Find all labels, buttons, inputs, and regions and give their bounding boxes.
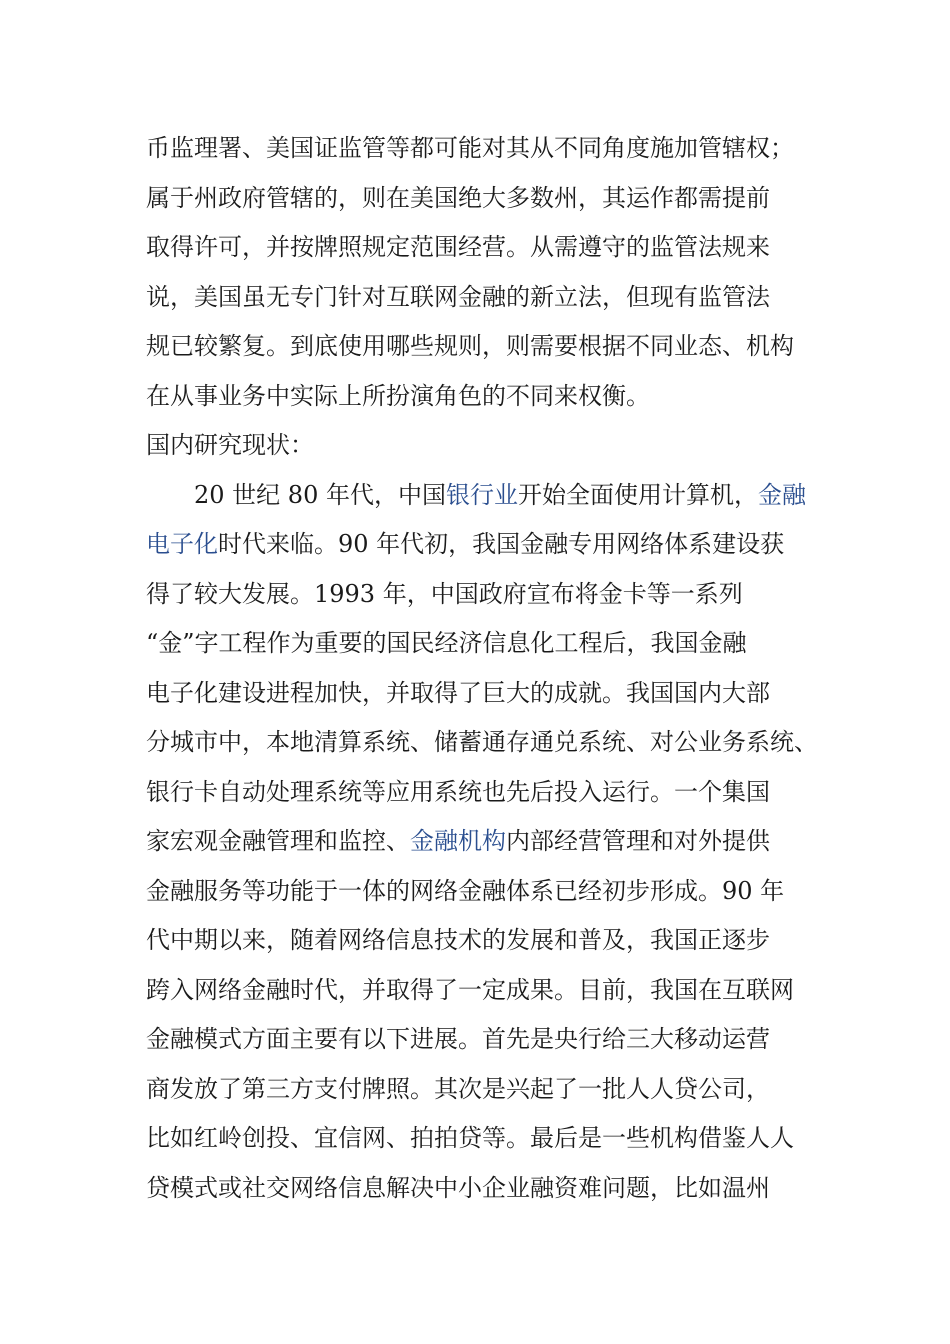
paragraph-line: 贷模式或社交网络信息解决中小企业融资难问题，比如温州 — [146, 1173, 770, 1202]
paragraph-line: 代中期以来，随着网络信息技术的发展和普及，我国正逐步 — [146, 926, 770, 954]
paragraph-line: 金融模式方面主要有以下进展。首先是央行给三大移动运营 — [146, 1025, 770, 1053]
paragraph-line: 规已较繁复。到底使用哪些规则，则需要根据不同业态、机构 — [146, 332, 794, 360]
paragraph-line — [146, 817, 836, 867]
paragraph-line: 分城市中，本地清算系统、储蓄通存通兑系统、对公业务系统、 — [146, 728, 818, 756]
paragraph-line: “金”字工程作为重要的国民经济信息化工程后，我国金融 — [146, 629, 747, 657]
paragraph-line: 跨入网络金融时代，并取得了一定成果。目前，我国在互联网 — [146, 975, 794, 1004]
text-run: 开始全面使用计算机， — [517, 480, 758, 509]
paragraph-line: 币监理署、美国证监管等都可能对其从不同角度施加管辖权； — [146, 134, 794, 162]
paragraph-line: 金融服务等功能于一体的网络金融体系已经初步形成。90 年 — [146, 876, 785, 905]
section-heading: 国内研究现状： — [146, 431, 314, 459]
paragraph-line: 得了较大发展。1993 年，中国政府宣布将金卡等一系列 — [146, 579, 743, 608]
paragraph-line: 取得许可，并按牌照规定范围经营。从需遵守的监管法规来 — [146, 233, 770, 261]
document-body — [146, 124, 836, 1213]
paragraph-line: 比如红岭创投、宜信网、拍拍贷等。最后是一些机构借鉴人人 — [146, 1124, 794, 1152]
text-run: 时代来临。90 年代初，我国金融专用网络体系建设获 — [218, 530, 785, 558]
paragraph-line — [146, 471, 836, 521]
paragraph-line: 属于州政府管辖的，则在美国绝大多数州，其运作都需提前 — [146, 183, 770, 212]
text-run: 20 世纪 80 年代，中国 — [194, 480, 446, 509]
link-financial-electronization[interactable]: 金融 — [757, 480, 806, 509]
paragraph-line: 在从事业务中实际上所扮演角色的不同来权衡。 — [146, 381, 650, 410]
paragraph-line: 商发放了第三方支付牌照。其次是兴起了一批人人贷公司， — [146, 1074, 770, 1103]
link-financial-institutions[interactable]: 金融机构 — [410, 827, 506, 855]
text-run: 内部经营管理和对外提供 — [506, 827, 770, 855]
text-run: 家宏观金融管理和监控、 — [146, 827, 410, 855]
link-banking-industry[interactable]: 银行业 — [445, 480, 518, 509]
paragraph-line: 说，美国虽无专门针对互联网金融的新立法，但现有监管法 — [146, 282, 770, 311]
paragraph-line: 银行卡自动处理系统等应用系统也先后投入运行。一个集国 — [146, 777, 770, 806]
link-financial-electronization-cont[interactable]: 电子化 — [146, 530, 218, 558]
paragraph-line — [146, 520, 836, 570]
paragraph-line: 电子化建设进程加快，并取得了巨大的成就。我国国内大部 — [146, 678, 770, 707]
